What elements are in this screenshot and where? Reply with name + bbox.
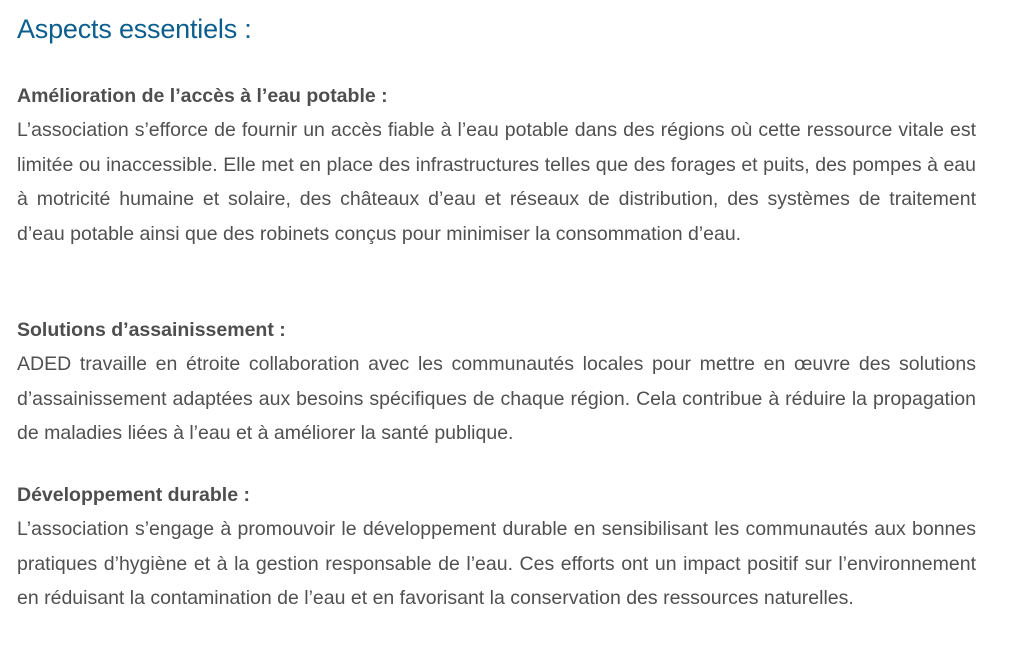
article-content — [17, 0, 976, 609]
section-heading: Développement durable : — [17, 484, 250, 506]
page-title: Aspects essentiels : — [17, 14, 252, 44]
section-sustainable-development — [17, 478, 976, 616]
section-heading: Amélioration de l’accès à l’eau potable : — [17, 85, 388, 107]
section-sanitation-solutions — [17, 313, 976, 451]
section-paragraph: L’association s’efforce de fournir un accès fiable à l’eau potable dans des régions où cette ressource vitale est limitée ou inaccessible. Elle met en place des infrastructures telles que des forages et puits, des pompes à eau à motricité humaine et solaire, des châteaux d’eau et réseaux de distribution, des systèmes de traitement d’eau potable ainsi que des robinets conçus pour minimiser la consommation d’eau. — [17, 119, 976, 245]
section-paragraph: ADED travaille en étroite collaboration avec les communautés locales pour mettre en œuvre des solutions d’assainissement adaptées aux besoins spécifiques de chaque région. Cela contribue à réduire la propagation de maladies liées à l’eau et à améliorer la santé publique. — [17, 353, 976, 444]
section-heading: Solutions d’assainissement : — [17, 319, 286, 341]
section-drinking-water-access — [17, 79, 976, 251]
section-paragraph: L’association s’engage à promouvoir le développement durable en sensibilisant les communautés aux bonnes pratiques d’hygiène et à la gestion responsable de l’eau. Ces efforts ont un impact positif sur l’environnement en réduisant la contamination de l’eau et en favorisant la conservation des ressources naturelles. — [17, 518, 976, 609]
